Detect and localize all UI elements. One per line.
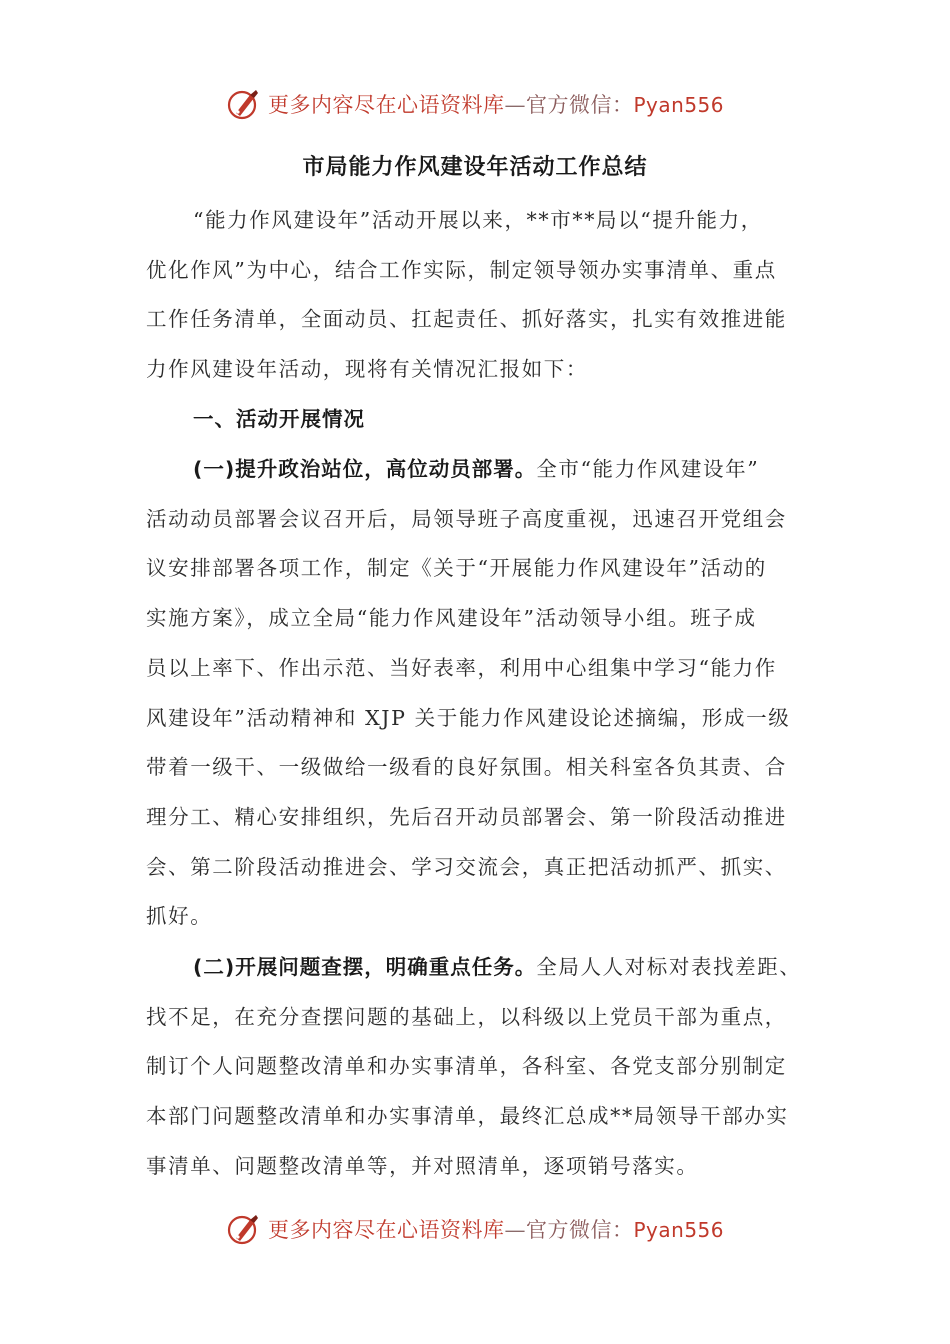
paragraph-line: 优化作风”为中心，结合工作实际，制定领导领办实事清单、重点: [146, 258, 777, 282]
paragraph-line: 带着一级干、一级做给一级看的良好氛围。相关科室各负其责、合: [146, 755, 787, 779]
paragraph-line: [193, 952, 801, 982]
paragraph-line: 抓好。: [146, 904, 213, 928]
page-title: 市局能力作风建设年活动工作总结: [302, 155, 648, 180]
subheading: (一)提升政治站位，高位动员部署。: [193, 457, 537, 481]
banner-text: 更多内容尽在心语资料库—官方微信：Pyan556: [268, 93, 725, 117]
paragraph-line: 风建设年”活动精神和 XJP 关于能力作风建设论述摘编，形成一级: [146, 706, 791, 730]
paragraph-line: 找不足，在充分查摆问题的基础上，以科级以上党员干部为重点，: [146, 1005, 787, 1029]
paragraph-line: 理分工、精心安排组织，先后召开动员部署会、第一阶段活动推进: [146, 805, 787, 829]
paragraph-line: [193, 454, 759, 484]
paragraph-line: 工作任务清单，全面动员、扛起责任、抓好落实，扎实有效推进能: [146, 307, 787, 331]
paragraph-text: 全局人人对标对表找差距、: [536, 955, 802, 979]
paragraph-text: 全市“能力作风建设年”: [536, 457, 760, 481]
paragraph-line: 活动动员部署会议召开后，局领导班子高度重视，迅速召开党组会: [146, 507, 787, 531]
section-heading: 一、活动开展情况: [193, 407, 365, 431]
pen-logo-icon: [226, 86, 262, 122]
paragraph-line: 会、第二阶段活动推进会、学习交流会，真正把活动抓严、抓实、: [146, 855, 787, 879]
paragraph-line: 员以上率下、作出示范、当好表率，利用中心组集中学习“能力作: [146, 656, 777, 680]
pen-logo-icon: [226, 1211, 262, 1247]
paragraph-line: 力作风建设年活动，现将有关情况汇报如下：: [146, 357, 588, 381]
subheading: (二)开展问题查摆，明确重点任务。: [193, 955, 537, 979]
banner-text: 更多内容尽在心语资料库—官方微信：Pyan556: [268, 1218, 725, 1242]
paragraph-line: “能力作风建设年”活动开展以来，**市**局以“提升能力，: [193, 208, 763, 232]
paragraph-line: 本部门问题整改清单和办实事清单，最终汇总成**局领导干部办实: [146, 1104, 789, 1128]
header-banner: [0, 84, 950, 124]
footer-banner: [0, 1209, 950, 1249]
paragraph-line: 制订个人问题整改清单和办实事清单，各科室、各党支部分别制定: [146, 1054, 787, 1078]
paragraph-line: 议安排部署各项工作，制定《关于“开展能力作风建设年”活动的: [146, 556, 767, 580]
paragraph-line: 实施方案》，成立全局“能力作风建设年”活动领导小组。班子成: [146, 606, 757, 630]
paragraph-line: 事清单、问题整改清单等，并对照清单，逐项销号落实。: [146, 1154, 699, 1178]
